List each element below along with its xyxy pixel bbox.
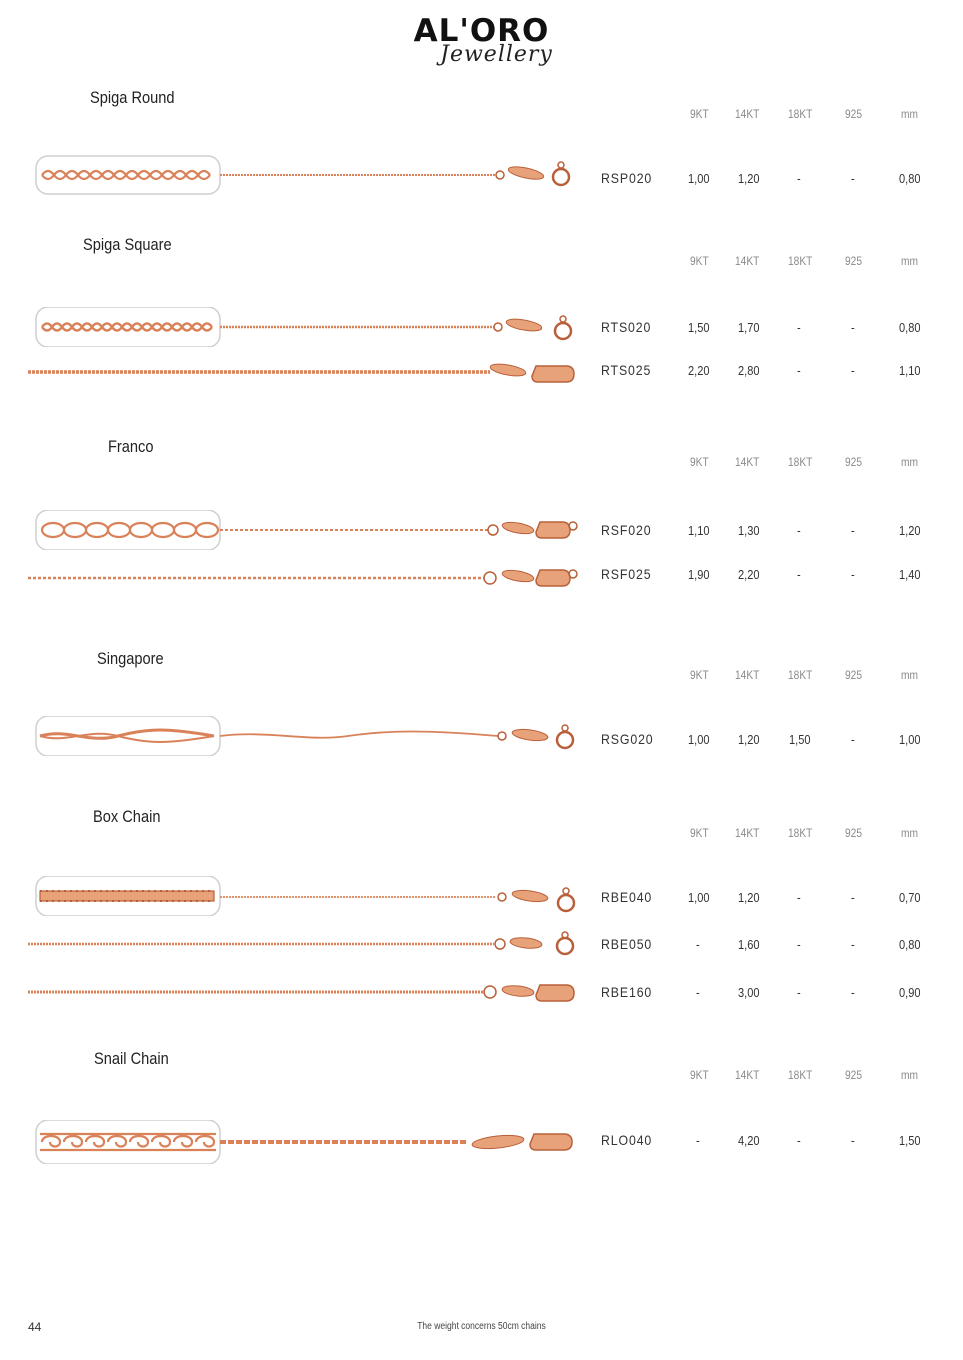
- chain-image-rbe040: [28, 876, 580, 916]
- column-header-mm: mm: [901, 107, 918, 121]
- thickness-mm: 1,40: [899, 567, 921, 582]
- weight-18kt: -: [797, 171, 801, 186]
- weight-925: -: [851, 363, 855, 378]
- column-header-14kt: 14KT: [735, 455, 760, 469]
- column-header-925: 925: [845, 107, 863, 121]
- weight-9kt: 1,90: [688, 567, 710, 582]
- box-chain-illustration: [28, 972, 580, 1012]
- weight-925: -: [851, 937, 855, 952]
- brand-name: AL'ORO: [413, 13, 550, 49]
- spiga-square-chain-illustration: [28, 352, 580, 392]
- chain-image-rbe160: [28, 972, 580, 1012]
- weight-9kt: 1,00: [688, 890, 710, 905]
- weight-18kt: -: [797, 890, 801, 905]
- thickness-mm: 1,20: [899, 523, 921, 538]
- weight-18kt: -: [797, 523, 801, 538]
- section-title-box-chain: Box Chain: [93, 807, 161, 826]
- column-header-14kt: 14KT: [735, 826, 760, 840]
- weight-14kt: 1,70: [738, 320, 760, 335]
- weight-14kt: 1,30: [738, 523, 760, 538]
- franco-chain-illustration: [28, 558, 580, 598]
- weight-925: -: [851, 732, 855, 747]
- column-header-mm: mm: [901, 668, 918, 682]
- thickness-mm: 1,00: [899, 732, 921, 747]
- section-title-singapore: Singapore: [97, 649, 164, 668]
- column-header-925: 925: [845, 668, 863, 682]
- page-number: 44: [28, 1320, 42, 1334]
- section-title-spiga-square: Spiga Square: [83, 235, 172, 254]
- chain-image-rbe050: [28, 924, 580, 964]
- column-header-925: 925: [845, 826, 863, 840]
- weight-925: -: [851, 567, 855, 582]
- brand-tagline: Jewellery: [440, 42, 553, 67]
- product-code: RSG020: [601, 731, 654, 747]
- weight-18kt: -: [797, 363, 801, 378]
- box-chain-illustration: [28, 876, 580, 916]
- weight-925: -: [851, 171, 855, 186]
- column-header-18kt: 18KT: [788, 668, 813, 682]
- column-header-18kt: 18KT: [788, 826, 813, 840]
- weight-14kt: 1,60: [738, 937, 760, 952]
- weight-9kt: 1,50: [688, 320, 710, 335]
- weight-14kt: 3,00: [738, 985, 760, 1000]
- section-title-snail-chain: Snail Chain: [94, 1049, 169, 1068]
- weight-925: -: [851, 890, 855, 905]
- weight-14kt: 2,20: [738, 567, 760, 582]
- weight-18kt: -: [797, 320, 801, 335]
- chain-image-rsg020: [28, 716, 580, 756]
- weight-925: -: [851, 523, 855, 538]
- weight-925: -: [851, 985, 855, 1000]
- snail-chain-illustration: [28, 1120, 580, 1164]
- weight-18kt: -: [797, 985, 801, 1000]
- section-title-spiga-round: Spiga Round: [90, 88, 175, 107]
- product-code: RBE050: [601, 936, 653, 952]
- chain-image-rlo040: [28, 1120, 580, 1160]
- singapore-chain-illustration: [28, 716, 580, 756]
- box-chain-illustration: [28, 924, 580, 964]
- column-header-14kt: 14KT: [735, 107, 760, 121]
- column-header-925: 925: [845, 455, 863, 469]
- weight-14kt: 1,20: [738, 171, 760, 186]
- column-header-mm: mm: [901, 1068, 918, 1082]
- column-header-18kt: 18KT: [788, 455, 813, 469]
- weight-9kt: 1,00: [688, 732, 710, 747]
- column-header-9kt: 9KT: [690, 668, 709, 682]
- weight-9kt: -: [696, 937, 700, 952]
- column-header-mm: mm: [901, 826, 918, 840]
- product-code: RSF020: [601, 522, 652, 538]
- column-header-14kt: 14KT: [735, 668, 760, 682]
- chain-image-rsf020: [28, 510, 580, 550]
- chain-image-rts025: [28, 352, 580, 392]
- weight-18kt: -: [797, 1133, 801, 1148]
- product-code: RSF025: [601, 566, 652, 582]
- product-code: RBE160: [601, 984, 653, 1000]
- product-code: RTS020: [601, 319, 652, 335]
- weight-9kt: 1,10: [688, 523, 710, 538]
- weight-14kt: 1,20: [738, 732, 760, 747]
- column-header-14kt: 14KT: [735, 254, 760, 268]
- spiga-round-chain-illustration: [28, 155, 580, 195]
- column-header-mm: mm: [901, 455, 918, 469]
- weight-14kt: 1,20: [738, 890, 760, 905]
- thickness-mm: 0,80: [899, 937, 921, 952]
- weight-18kt: 1,50: [789, 732, 811, 747]
- footer-note: The weight concerns 50cm chains: [417, 1321, 546, 1332]
- thickness-mm: 0,70: [899, 890, 921, 905]
- thickness-mm: 1,50: [899, 1133, 921, 1148]
- section-title-franco: Franco: [108, 437, 154, 456]
- weight-9kt: 1,00: [688, 171, 710, 186]
- column-header-mm: mm: [901, 254, 918, 268]
- weight-14kt: 4,20: [738, 1133, 760, 1148]
- product-code: RTS025: [601, 362, 652, 378]
- weight-925: -: [851, 320, 855, 335]
- chain-image-rsp020: [28, 155, 580, 195]
- product-code: RLO040: [601, 1132, 653, 1148]
- thickness-mm: 0,80: [899, 171, 921, 186]
- column-header-9kt: 9KT: [690, 254, 709, 268]
- chain-image-rts020: [28, 307, 580, 347]
- thickness-mm: 0,80: [899, 320, 921, 335]
- weight-925: -: [851, 1133, 855, 1148]
- weight-18kt: -: [797, 937, 801, 952]
- product-code: RSP020: [601, 170, 653, 186]
- thickness-mm: 0,90: [899, 985, 921, 1000]
- weight-9kt: 2,20: [688, 363, 710, 378]
- franco-chain-illustration: [28, 510, 580, 550]
- column-header-18kt: 18KT: [788, 107, 813, 121]
- column-header-9kt: 9KT: [690, 455, 709, 469]
- weight-9kt: -: [696, 985, 700, 1000]
- column-header-925: 925: [845, 1068, 863, 1082]
- weight-9kt: -: [696, 1133, 700, 1148]
- chain-image-rsf025: [28, 558, 580, 598]
- column-header-14kt: 14KT: [735, 1068, 760, 1082]
- thickness-mm: 1,10: [899, 363, 921, 378]
- weight-14kt: 2,80: [738, 363, 760, 378]
- column-header-925: 925: [845, 254, 863, 268]
- column-header-18kt: 18KT: [788, 254, 813, 268]
- product-code: RBE040: [601, 889, 653, 905]
- weight-18kt: -: [797, 567, 801, 582]
- spiga-square-chain-illustration: [28, 307, 580, 347]
- column-header-9kt: 9KT: [690, 826, 709, 840]
- column-header-9kt: 9KT: [690, 1068, 709, 1082]
- column-header-18kt: 18KT: [788, 1068, 813, 1082]
- brand-logo: [0, 14, 963, 67]
- column-header-9kt: 9KT: [690, 107, 709, 121]
